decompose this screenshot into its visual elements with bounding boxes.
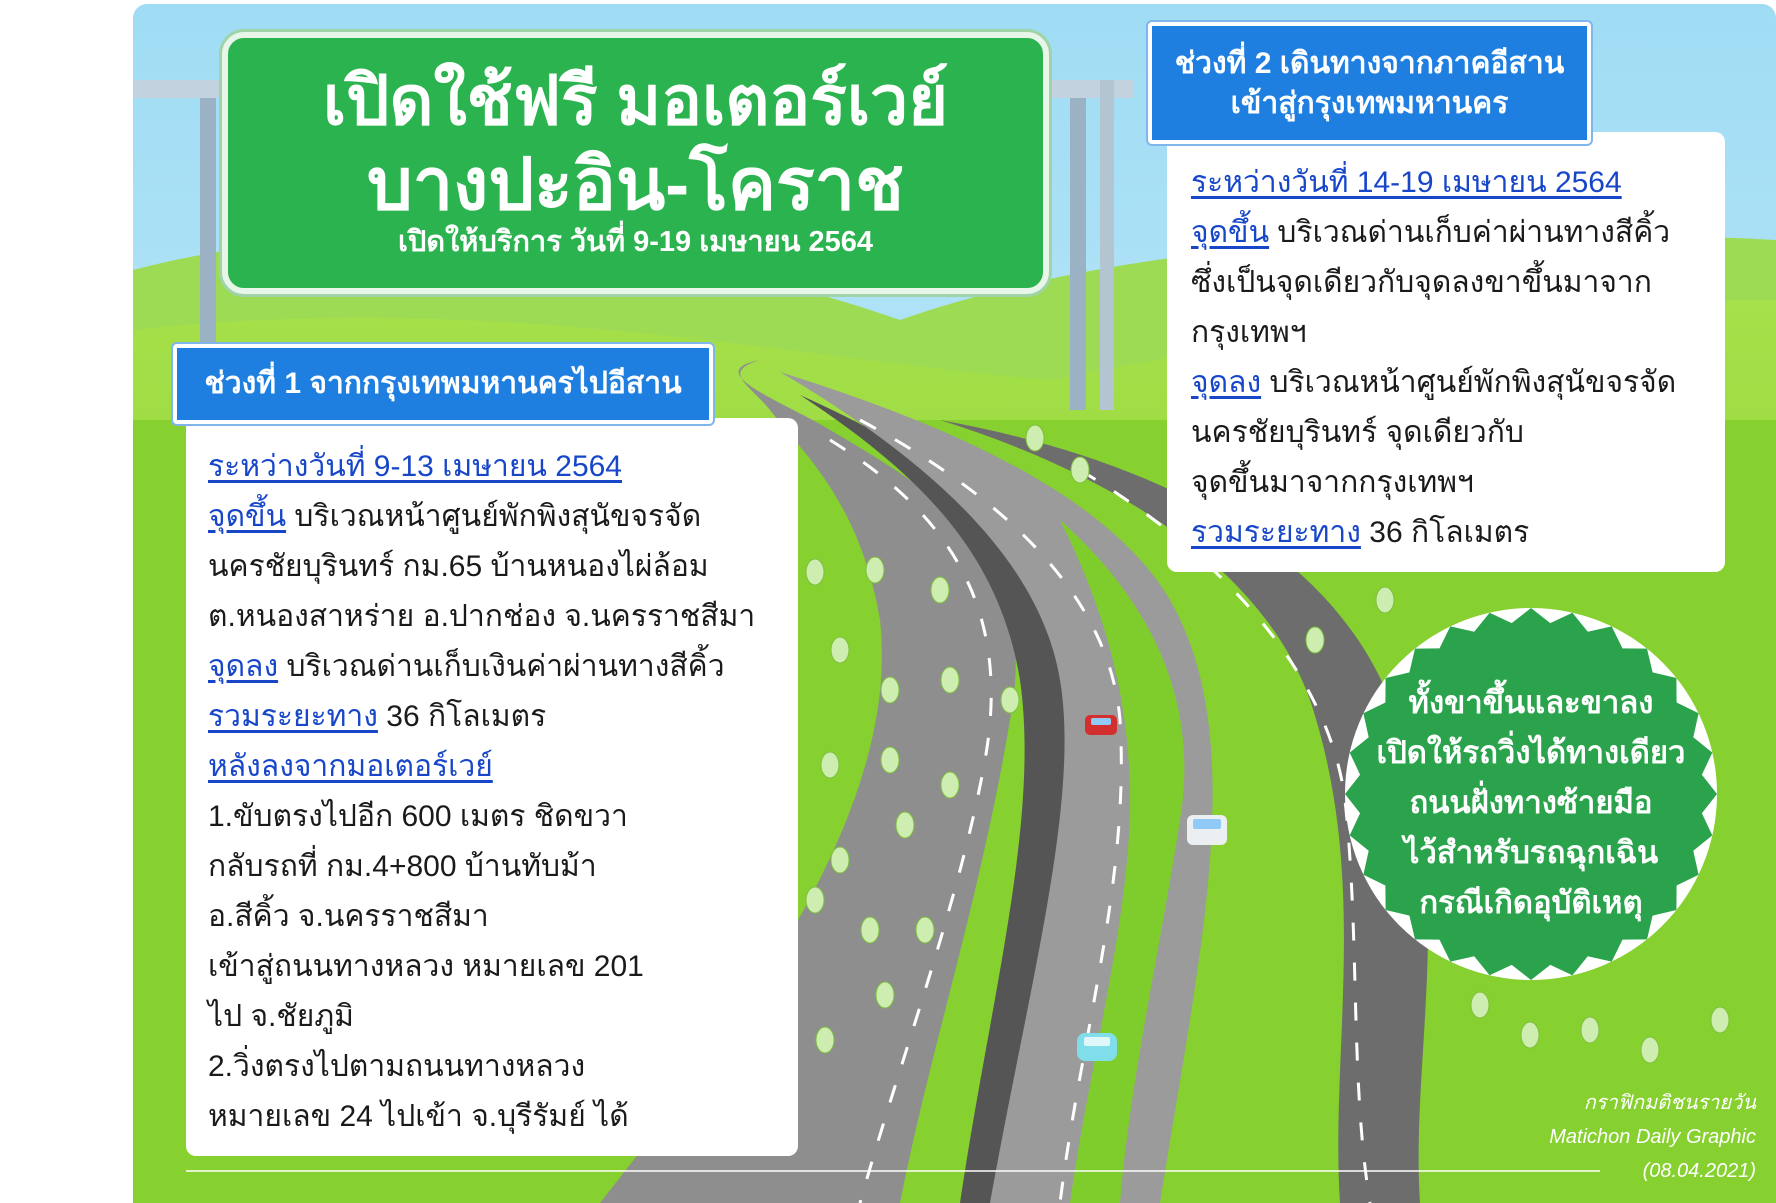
section2-exit-label: จุดลง — [1191, 366, 1262, 399]
sign-title-line1: เปิดใช้ฟรี มอเตอร์เวย์ — [322, 63, 949, 139]
section2-entry-text-1: บริเวณด่านเก็บค่าผ่านทางสีคิ้ว — [1277, 216, 1671, 249]
section2-entry-text-2: ซึ่งเป็นจุดเดียวกับจุดลงขาขึ้นมาจาก — [1191, 266, 1652, 299]
gantry-post-right — [1070, 80, 1086, 410]
section2-distance-label: รวมระยะทาง — [1191, 516, 1361, 549]
section1-after-line: ไป จ.ชัยภูมิ — [208, 1000, 354, 1033]
badge-text — [1335, 678, 1727, 928]
section1-after-line: 1.ขับตรงไปอีก 600 เมตร ชิดขวา — [208, 800, 628, 833]
section1-entry-text-3: ต.หนองสาหร่าย อ.ปากช่อง จ.นครราชสีมา — [208, 600, 756, 633]
section2-exit-text-1: บริเวณหน้าศูนย์พักพิงสุนัขจรจัด — [1269, 366, 1677, 399]
section1-period: ระหว่างวันที่ 9-13 เมษายน 2564 — [208, 450, 622, 483]
section1-after-label: หลังลงจากมอเตอร์เวย์ — [208, 750, 493, 783]
section1-entry-text-2: นครชัยบุรินทร์ กม.65 บ้านหนองไผ่ล้อม — [208, 550, 709, 583]
car-red — [1085, 715, 1117, 735]
credit — [1400, 1086, 1756, 1188]
badge-line: ไว้สำหรับรถฉุกเฉิน — [1403, 835, 1659, 870]
section2-distance-text: 36 กิโลเมตร — [1369, 516, 1530, 549]
section1-after-line: 2.วิ่งตรงไปตามถนนทางหลวง — [208, 1050, 586, 1083]
credit-line2: Matichon Daily Graphic — [1549, 1126, 1756, 1148]
section1-distance-label: รวมระยะทาง — [208, 700, 378, 733]
sign-title-line2: บางปะอิน-โคราช — [367, 145, 904, 225]
badge-line: เปิดให้รถวิ่งได้ทางเดียว — [1376, 735, 1686, 770]
car-teal — [1077, 1033, 1117, 1061]
section2-period: ระหว่างวันที่ 14-19 เมษายน 2564 — [1191, 166, 1622, 199]
section2-heading-line1: ช่วงที่ 2 เดินทางจากภาคอีสาน — [1174, 47, 1565, 80]
section1-entry-label: จุดขึ้น — [208, 500, 287, 533]
section1-entry-text-1: บริเวณหน้าศูนย์พักพิงสุนัขจรจัด — [294, 500, 702, 533]
credit-line1: กราฟิกมติชนรายวัน — [1583, 1092, 1756, 1114]
highway-sign — [222, 32, 1049, 294]
section1-heading: ช่วงที่ 1 จากกรุงเทพมหานครไปอีสาน — [173, 344, 713, 424]
section2-exit-text-3: จุดขึ้นมาจากกรุงเทพฯ — [1191, 466, 1474, 499]
section2-exit-text-2: นครชัยบุรินทร์ จุดเดียวกับ — [1191, 416, 1524, 449]
badge-line: ทั้งขาขึ้นและขาลง — [1408, 685, 1654, 720]
section2-heading — [1148, 22, 1591, 144]
section2-entry-label: จุดขึ้น — [1191, 216, 1270, 249]
credit-line3: (08.04.2021) — [1642, 1160, 1756, 1182]
section1-after-line: หมายเลข 24 ไปเข้า จ.บุรีรัมย์ ได้ — [208, 1100, 629, 1133]
section2-entry-text-3: กรุงเทพฯ — [1191, 316, 1307, 349]
section1-exit-text: บริเวณด่านเก็บเงินค่าผ่านทางสีคิ้ว — [286, 650, 725, 683]
gantry-post-right2 — [1100, 80, 1114, 410]
badge-line: ถนนฝั่งทางซ้ายมือ — [1409, 785, 1653, 820]
section1-exit-label: จุดลง — [208, 650, 279, 683]
badge-line: กรณีเกิดอุบัติเหตุ — [1419, 885, 1643, 920]
section1-after-line: อ.สีคิ้ว จ.นครราชสีมา — [208, 900, 489, 933]
sign-subtitle: เปิดให้บริการ วันที่ 9-19 เมษายน 2564 — [397, 226, 874, 258]
car-white — [1187, 815, 1227, 845]
section2-heading-line2: เข้าสู่กรุงเทพมหานคร — [1230, 87, 1509, 120]
section1-after-line: เข้าสู่ถนนทางหลวง หมายเลข 201 — [208, 950, 644, 983]
section1-distance-text: 36 กิโลเมตร — [386, 700, 547, 733]
section1-panel — [186, 418, 798, 1156]
section1-after-line: กลับรถที่ กม.4+800 บ้านทับม้า — [208, 850, 597, 883]
section2-panel — [1167, 132, 1725, 572]
